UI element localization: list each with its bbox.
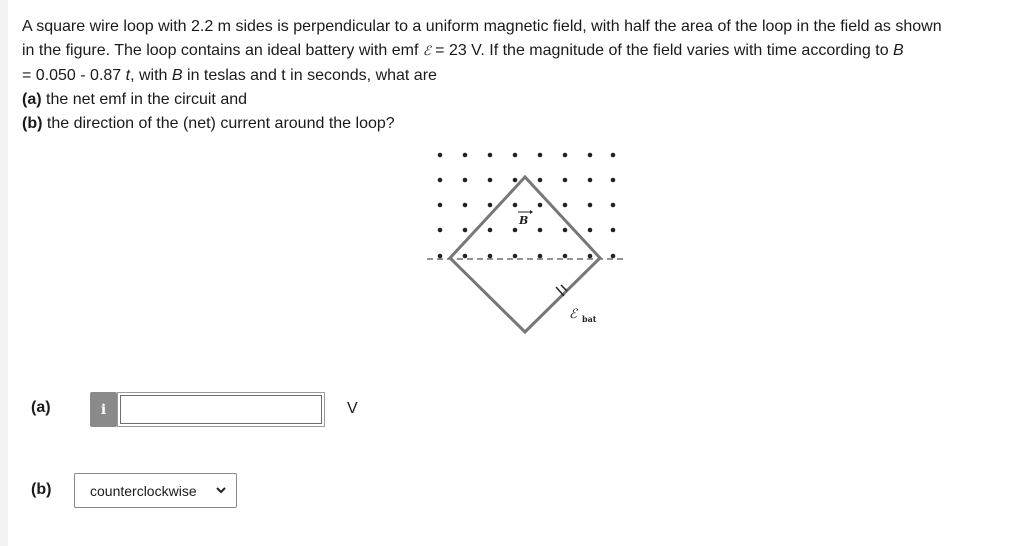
field-dot: [438, 178, 443, 183]
emf-symbol: ℰ: [422, 44, 431, 59]
answer-a-input[interactable]: [117, 392, 325, 427]
field-dot: [513, 203, 518, 208]
chevron-down-icon: [215, 484, 227, 496]
field-dot: [438, 254, 443, 259]
field-dot: [538, 203, 543, 208]
problem-part-b: (b) the direction of the (net) current around the loop?: [22, 115, 395, 132]
field-dot: [563, 203, 568, 208]
left-margin-strip: [0, 0, 8, 546]
field-dot: [463, 228, 468, 233]
square-wire-loop: [450, 177, 600, 332]
field-dot: [611, 228, 616, 233]
field-dot: [488, 153, 493, 158]
problem-line-2: in the figure. The loop contains an ideal battery with emf ℰ = 23 V. If the magnitude of the field varies with time according to B: [22, 42, 904, 59]
battery-plate-long: [556, 287, 564, 296]
field-dot: [588, 153, 593, 158]
field-dot: [438, 203, 443, 208]
field-dot: [463, 254, 468, 259]
field-dot: [463, 153, 468, 158]
field-dot: [588, 203, 593, 208]
field-dot: [611, 254, 616, 259]
field-vector-arrowhead: [530, 210, 533, 214]
problem-line-1: A square wire loop with 2.2 m sides is perpendicular to a uniform magnetic field, with half the area of the loop in the field as shown: [22, 18, 942, 35]
field-dot: [488, 203, 493, 208]
field-dot: [538, 228, 543, 233]
info-icon[interactable]: i: [90, 392, 117, 427]
battery-emf-label: ℰ: [569, 307, 577, 322]
field-dot: [463, 203, 468, 208]
field-dot: [438, 228, 443, 233]
field-dot: [513, 254, 518, 259]
field-dot: [513, 153, 518, 158]
battery-subscript: bat: [582, 314, 597, 324]
field-dot: [513, 178, 518, 183]
field-dot: [488, 254, 493, 259]
field-dot: [438, 153, 443, 158]
field-dot: [588, 254, 593, 259]
answer-a-unit: V: [347, 400, 358, 417]
field-dot: [538, 153, 543, 158]
loop-figure: [420, 140, 640, 340]
problem-line-3: = 0.050 - 0.87 t, with B in teslas and t in seconds, what are: [22, 67, 437, 84]
field-dot: [488, 178, 493, 183]
field-dot: [588, 178, 593, 183]
battery-plate-short: [561, 285, 567, 291]
field-dot: [611, 153, 616, 158]
field-dot: [588, 228, 593, 233]
direction-select-value: counterclockwise: [90, 482, 197, 499]
field-dot: [611, 178, 616, 183]
field-dot: [538, 254, 543, 259]
answer-a-label: (a): [31, 399, 51, 416]
field-dot: [563, 178, 568, 183]
problem-part-a: (a) the net emf in the circuit and: [22, 91, 248, 108]
field-dot: [563, 153, 568, 158]
field-label: B: [519, 214, 529, 227]
field-dot: [538, 178, 543, 183]
problem-statement: [22, 15, 1022, 136]
field-dot: [513, 228, 518, 233]
field-dot: [563, 254, 568, 259]
direction-select[interactable]: [74, 473, 237, 508]
field-dot: [611, 203, 616, 208]
field-dot: [463, 178, 468, 183]
answer-b-label: (b): [31, 481, 52, 498]
answer-a-field[interactable]: [120, 395, 322, 424]
field-dot: [563, 228, 568, 233]
field-dot: [488, 228, 493, 233]
